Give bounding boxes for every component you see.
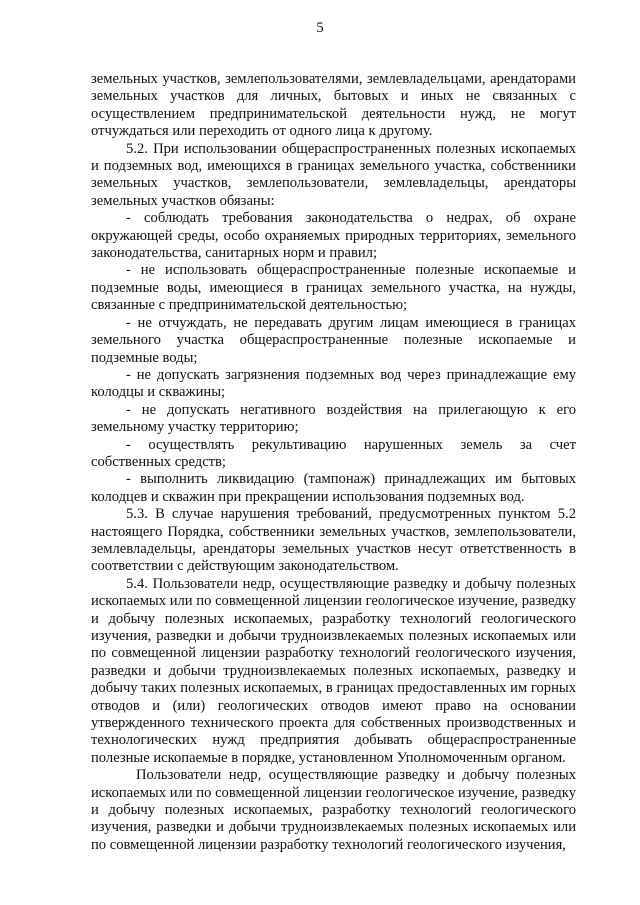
paragraph: - осуществлять рекультивацию нарушенных земель за счет собственных средств;	[91, 436, 576, 470]
paragraph: 5.2. При использовании общераспространенных полезных ископаемых и подземных вод, имеющихся в границах земельного участка, собственники земельных участков, землепользователи, землевладельцы, арендаторы земельных участков обязаны:	[91, 140, 576, 209]
document-body	[91, 71, 576, 854]
paragraph: земельных участков, землепользователями, землевладельцами, арендаторами земельных участков для личных, бытовых и иных не связанных с осуществлением предпринимательской деятельности нужд, не могут отчуждаться или переходить от одного лица к другому.	[91, 71, 576, 140]
paragraph: - не использовать общераспространенные полезные ископаемые и подземные воды, имеющиеся в границах земельного участка, на нужды, связанные с предпринимательской деятельностью;	[91, 262, 576, 314]
paragraph: - соблюдать требования законодательства о недрах, об охране окружающей среды, особо охраняемых природных территориях, земельного законодательства, санитарных норм и правил;	[91, 210, 576, 262]
paragraph: - не допускать негативного воздействия на прилегающую к его земельному участку территорию;	[91, 401, 576, 436]
paragraph: - не отчуждать, не передавать другим лицам имеющиеся в границах земельного участка общераспространенные полезные ископаемые и подземные воды;	[91, 314, 576, 366]
paragraph: 5.3. В случае нарушения требований, предусмотренных пунктом 5.2 настоящего Порядка, собственники земельных участков, землепользователи, землевладельцы, арендаторы земельных участков несут ответственность в соответствии с действующим законодательством.	[91, 506, 576, 575]
paragraph: 5.4. Пользователи недр, осуществляющие разведку и добычу полезных ископаемых или по совмещенной лицензии геологическое изучение, разведку и добычу полезных ископаемых, разработку технологий геологического изучения, разведки и добычи трудноизвлекаемых полезных ископаемых или по совмещенной лицензии разработку технологий геологического изучения, разведки и добычи трудноизвлекаемых полезных ископаемых, разведку и добычу таких полезных ископаемых, в границах предоставленных им горных отводов и (или) геологических отводов имеют право на основании утвержденного технического проекта для собственных производственных и технологических нужд предприятия добывать общераспространенные полезные ископаемые в порядке, установленном Уполномоченным органом.	[91, 575, 576, 766]
paragraph: - не допускать загрязнения подземных вод через принадлежащие ему колодцы и скважины;	[91, 366, 576, 401]
paragraph: - выполнить ликвидацию (тампонаж) принадлежащих им бытовых колодцев и скважин при прекращении использования подземных вод.	[91, 471, 576, 505]
paragraph: Пользователи недр, осуществляющие разведку и добычу полезных ископаемых или по совмещенной лицензии геологическое изучение, разведку и добычу полезных ископаемых, разработку технологий геологического изучения, разведки и добычи трудноизвлекаемых полезных ископаемых или по совмещенной лицензии разработку технологий геологического изучения,	[91, 767, 576, 853]
page-number: 5	[316, 20, 324, 36]
